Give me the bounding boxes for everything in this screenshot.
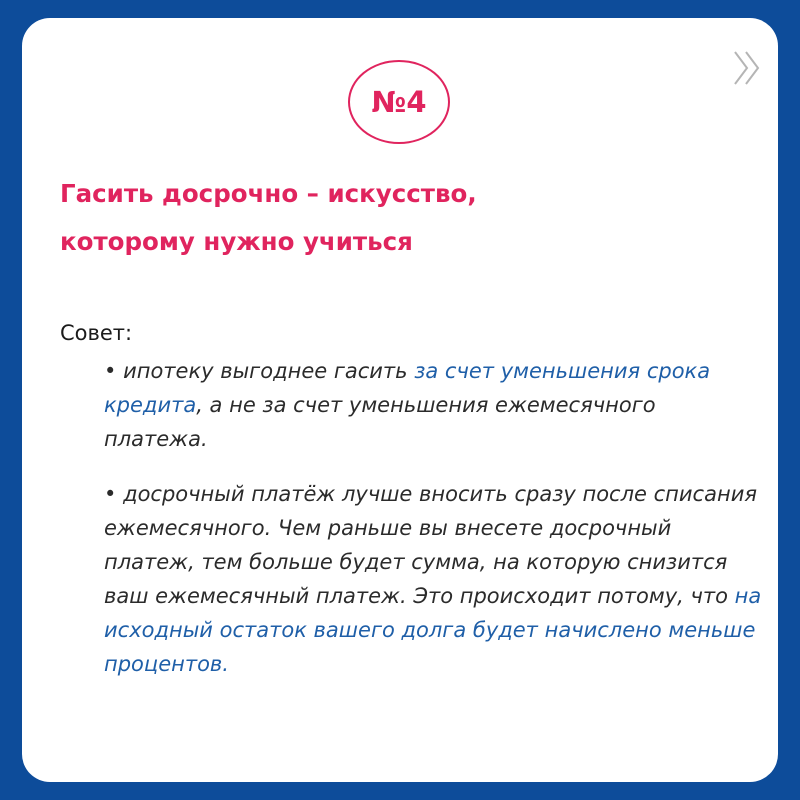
tip-number-badge: №4 [348, 60, 450, 144]
title-line-1: Гасить досрочно – искусство, [60, 179, 477, 208]
tip-paragraph-1 [104, 354, 764, 456]
content-card [22, 18, 778, 782]
tip-text: , а не за счет уменьшения ежемесячного платежа. [104, 393, 656, 451]
tip-text: ипотеку выгоднее гасить [123, 359, 415, 383]
tip-paragraph-2 [104, 477, 764, 681]
tip-bullet: • [104, 482, 124, 506]
tip-text: досрочный платёж лучше вносить сразу после списания ежемесячного. Чем раньше вы внесете досрочный платеж, тем больше будет сумма, на которую снизится ваш ежемесячный платеж. Это происходит потому, что [104, 482, 757, 608]
tip-bullet: • [104, 359, 124, 383]
tip-highlight: за счет уменьшения срока кредита [104, 359, 711, 417]
double-chevron-right-icon[interactable] [732, 48, 766, 88]
tip-highlight: на исходный остаток вашего долга будет начислено меньше процентов. [104, 584, 762, 676]
advice-label: Совет: [60, 321, 133, 345]
page-title [60, 170, 740, 266]
title-line-2: которому нужно учиться [60, 227, 413, 256]
